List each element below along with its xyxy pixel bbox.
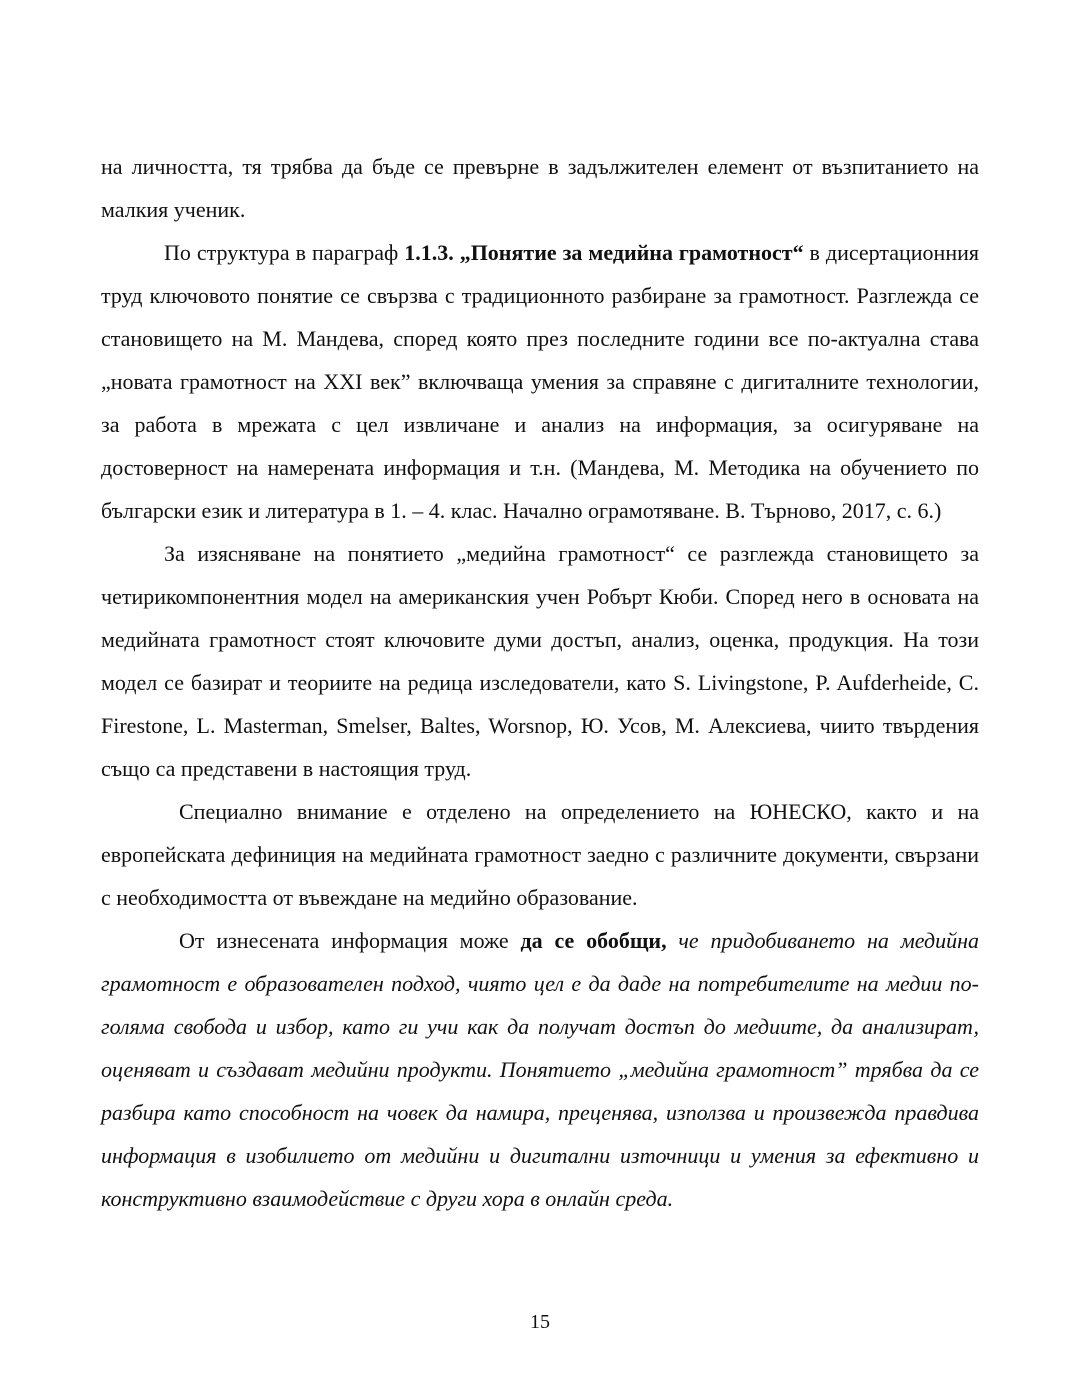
- paragraph-5-lead: От изнесената информация може: [179, 928, 521, 953]
- paragraph-2-rest: в дисертационния труд ключовото понятие се свързва с традиционното разбиране за грамотност. Разглежда се становището на М. Мандева, според която през последните години все по-актуална става „новата грамотност на XXI век” включваща умения за справяне с дигиталните технологии, за работа в мрежата с цел извличане и анализ на информация, за осигуряване на достоверност на намерената информация и т.н. (Мандева, М. Методика на обучението по български език и литература в 1. – 4. клас. Начално ограмотяване. В. Търново, 2017, с. 6.): [101, 240, 979, 523]
- paragraph-1: на личността, тя трябва да бъде се превърне в задължителен елемент от възпитанието на малкия ученик.: [101, 154, 979, 222]
- summary-definition: че придобиването на медийна грамотност е образователен подход, чиято цел е да даде на потребителите на медии по-голяма свобода и избор, като ги учи как да получат достъп до медиите, да анализират, оценяват и създават медийни продукти. Понятието „медийна грамотност” трябва да се разбира като способност на човек да намира, преценява, използва и произвежда правдива информация в изобилието от медийни и дигитални източници и умения за ефективно и конструктивно взаимодействие с други хора в онлайн среда.: [101, 928, 979, 1211]
- page-number: 15: [530, 1311, 550, 1333]
- paragraph-2-lead: По структура в параграф: [164, 240, 405, 265]
- section-reference: 1.1.3. „Понятие за медийна грамотност“: [404, 240, 804, 265]
- summary-phrase: да се обобщи,: [520, 928, 667, 953]
- paragraph-5: [101, 919, 979, 1220]
- paragraph-2: [101, 231, 979, 532]
- paragraph-3: За изясняване на понятието „медийна грамотност“ се разглежда становището за четирикомпонентния модел на американския учен Робърт Кюби. Според него в основата на медийната грамотност стоят ключовите думи достъп, анализ, оценка, продукция. На този модел се базират и теориите на редица изследователи, като S. Livingstone, P. Aufderheide, C. Firestone, L. Masterman, Smelser, Baltes, Worsnop, Ю. Усов, М. Алексиева, чиито твърдения също са представени в настоящия труд.: [101, 541, 979, 781]
- paragraph-4: Специално внимание е отделено на определението на ЮНЕСКО, както и на европейската дефиниция на медийната грамотност заедно с различните документи, свързани с необходимостта от въвеждане на медийно образование.: [101, 799, 979, 910]
- body-text: [101, 145, 979, 1220]
